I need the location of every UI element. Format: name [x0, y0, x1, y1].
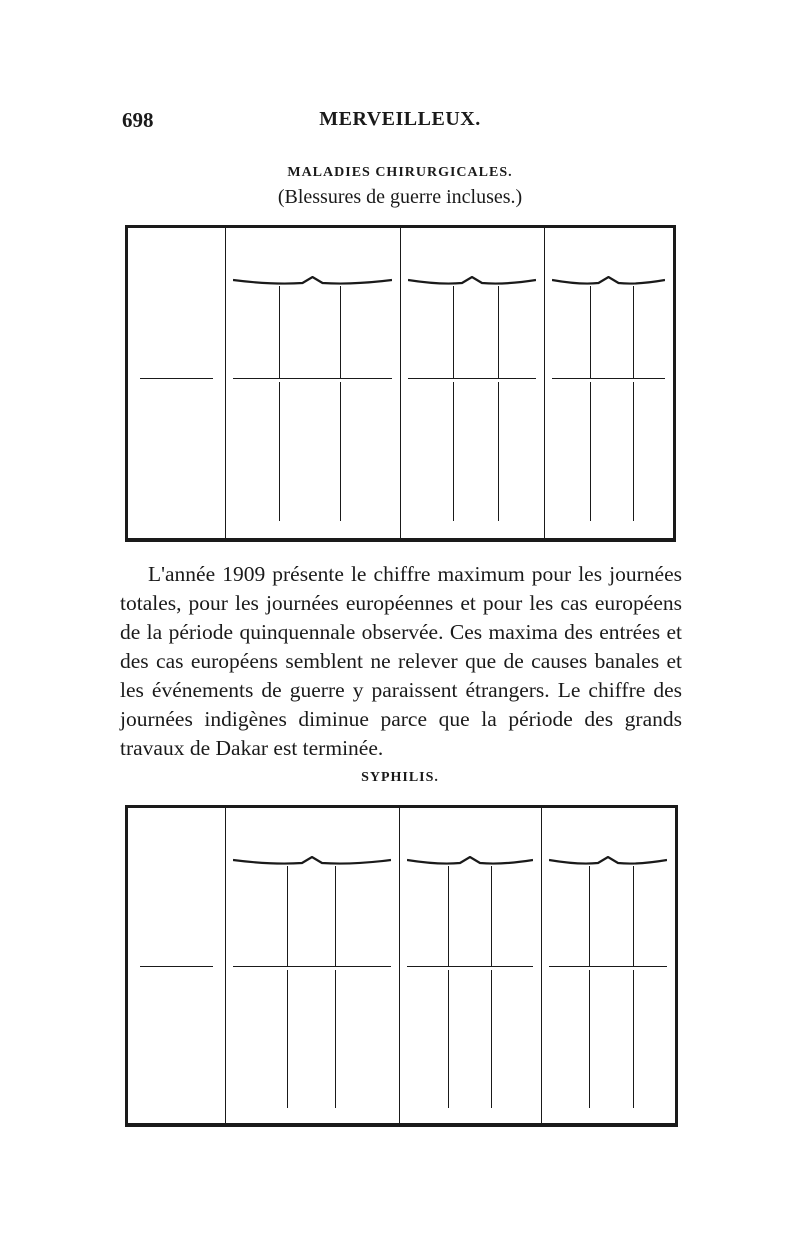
running-title: MERVEILLEUX. — [319, 108, 481, 130]
group-divider — [399, 808, 400, 1123]
table2-title: SYPHILIS. — [361, 770, 439, 785]
page-number: 698 — [122, 108, 154, 132]
column-divider — [498, 382, 499, 521]
column-divider — [448, 970, 449, 1108]
column-divider — [633, 970, 634, 1108]
column-divider — [448, 866, 449, 966]
subheader-total — [361, 867, 373, 957]
subheader-total — [647, 283, 659, 373]
column-divider — [335, 866, 336, 966]
column-divider — [491, 970, 492, 1108]
column-divider — [633, 866, 634, 966]
annees-column-divider — [225, 228, 226, 539]
column-divider — [590, 382, 591, 521]
column-divider — [633, 286, 634, 378]
group-divider — [541, 808, 542, 1123]
subheader-européens — [561, 283, 573, 373]
body-paragraph — [120, 560, 682, 763]
column-divider — [590, 286, 591, 378]
table1-surgical-diseases — [125, 225, 676, 542]
paragraph-text: L'année 1909 présente le chiffre maximum pour les journées totales, pour les journées européennes et pour les cas européens de la période quinquennale observée. Ces maxima des entrées et des cas européens semblent ne relever que de causes banales et les événements de guerre y paraissent étrangers. Le chiffre des journées indigènes diminue parce que la période des grands travaux de Dakar est terminée. — [120, 562, 682, 760]
subheader-indignes — [605, 867, 617, 957]
column-divider — [340, 382, 341, 521]
subheader-européens — [250, 867, 262, 957]
table2-syphilis — [125, 805, 678, 1127]
column-divider — [287, 866, 288, 966]
header-rule — [407, 966, 533, 967]
subheader-total — [648, 867, 660, 957]
subheader-total — [510, 867, 522, 957]
column-divider — [633, 382, 634, 521]
header-rule — [140, 966, 213, 967]
column-divider — [589, 970, 590, 1108]
subheader-indignes — [304, 283, 316, 373]
subheader-indignes — [305, 867, 317, 957]
column-divider — [589, 866, 590, 966]
header-rule — [233, 966, 391, 967]
header-rule — [233, 378, 392, 379]
column-divider — [335, 970, 336, 1108]
header-rule — [552, 378, 665, 379]
table1-title: MALADIES CHIRURGICALES. — [287, 165, 513, 180]
column-divider — [340, 286, 341, 378]
subheader-indignes — [464, 867, 476, 957]
annees-column-divider — [225, 808, 226, 1123]
subheader-européens — [421, 283, 433, 373]
column-divider — [287, 970, 288, 1108]
header-rule — [408, 378, 536, 379]
column-divider — [453, 286, 454, 378]
page-header — [120, 108, 680, 138]
subheader-total — [515, 283, 527, 373]
subheader-indignes — [606, 283, 618, 373]
header-rule — [549, 966, 667, 967]
subheader-indignes — [470, 283, 482, 373]
column-divider — [279, 286, 280, 378]
group-divider — [544, 228, 545, 539]
header-rule — [140, 378, 213, 379]
column-divider — [498, 286, 499, 378]
subheader-européens — [418, 867, 430, 957]
subheader-total — [364, 283, 376, 373]
column-divider — [453, 382, 454, 521]
group-divider — [400, 228, 401, 539]
subheader-européens — [246, 283, 258, 373]
table1-subtitle: (Blessures de guerre incluses.) — [277, 186, 523, 208]
column-divider — [491, 866, 492, 966]
column-divider — [279, 382, 280, 521]
subheader-européens — [559, 867, 571, 957]
